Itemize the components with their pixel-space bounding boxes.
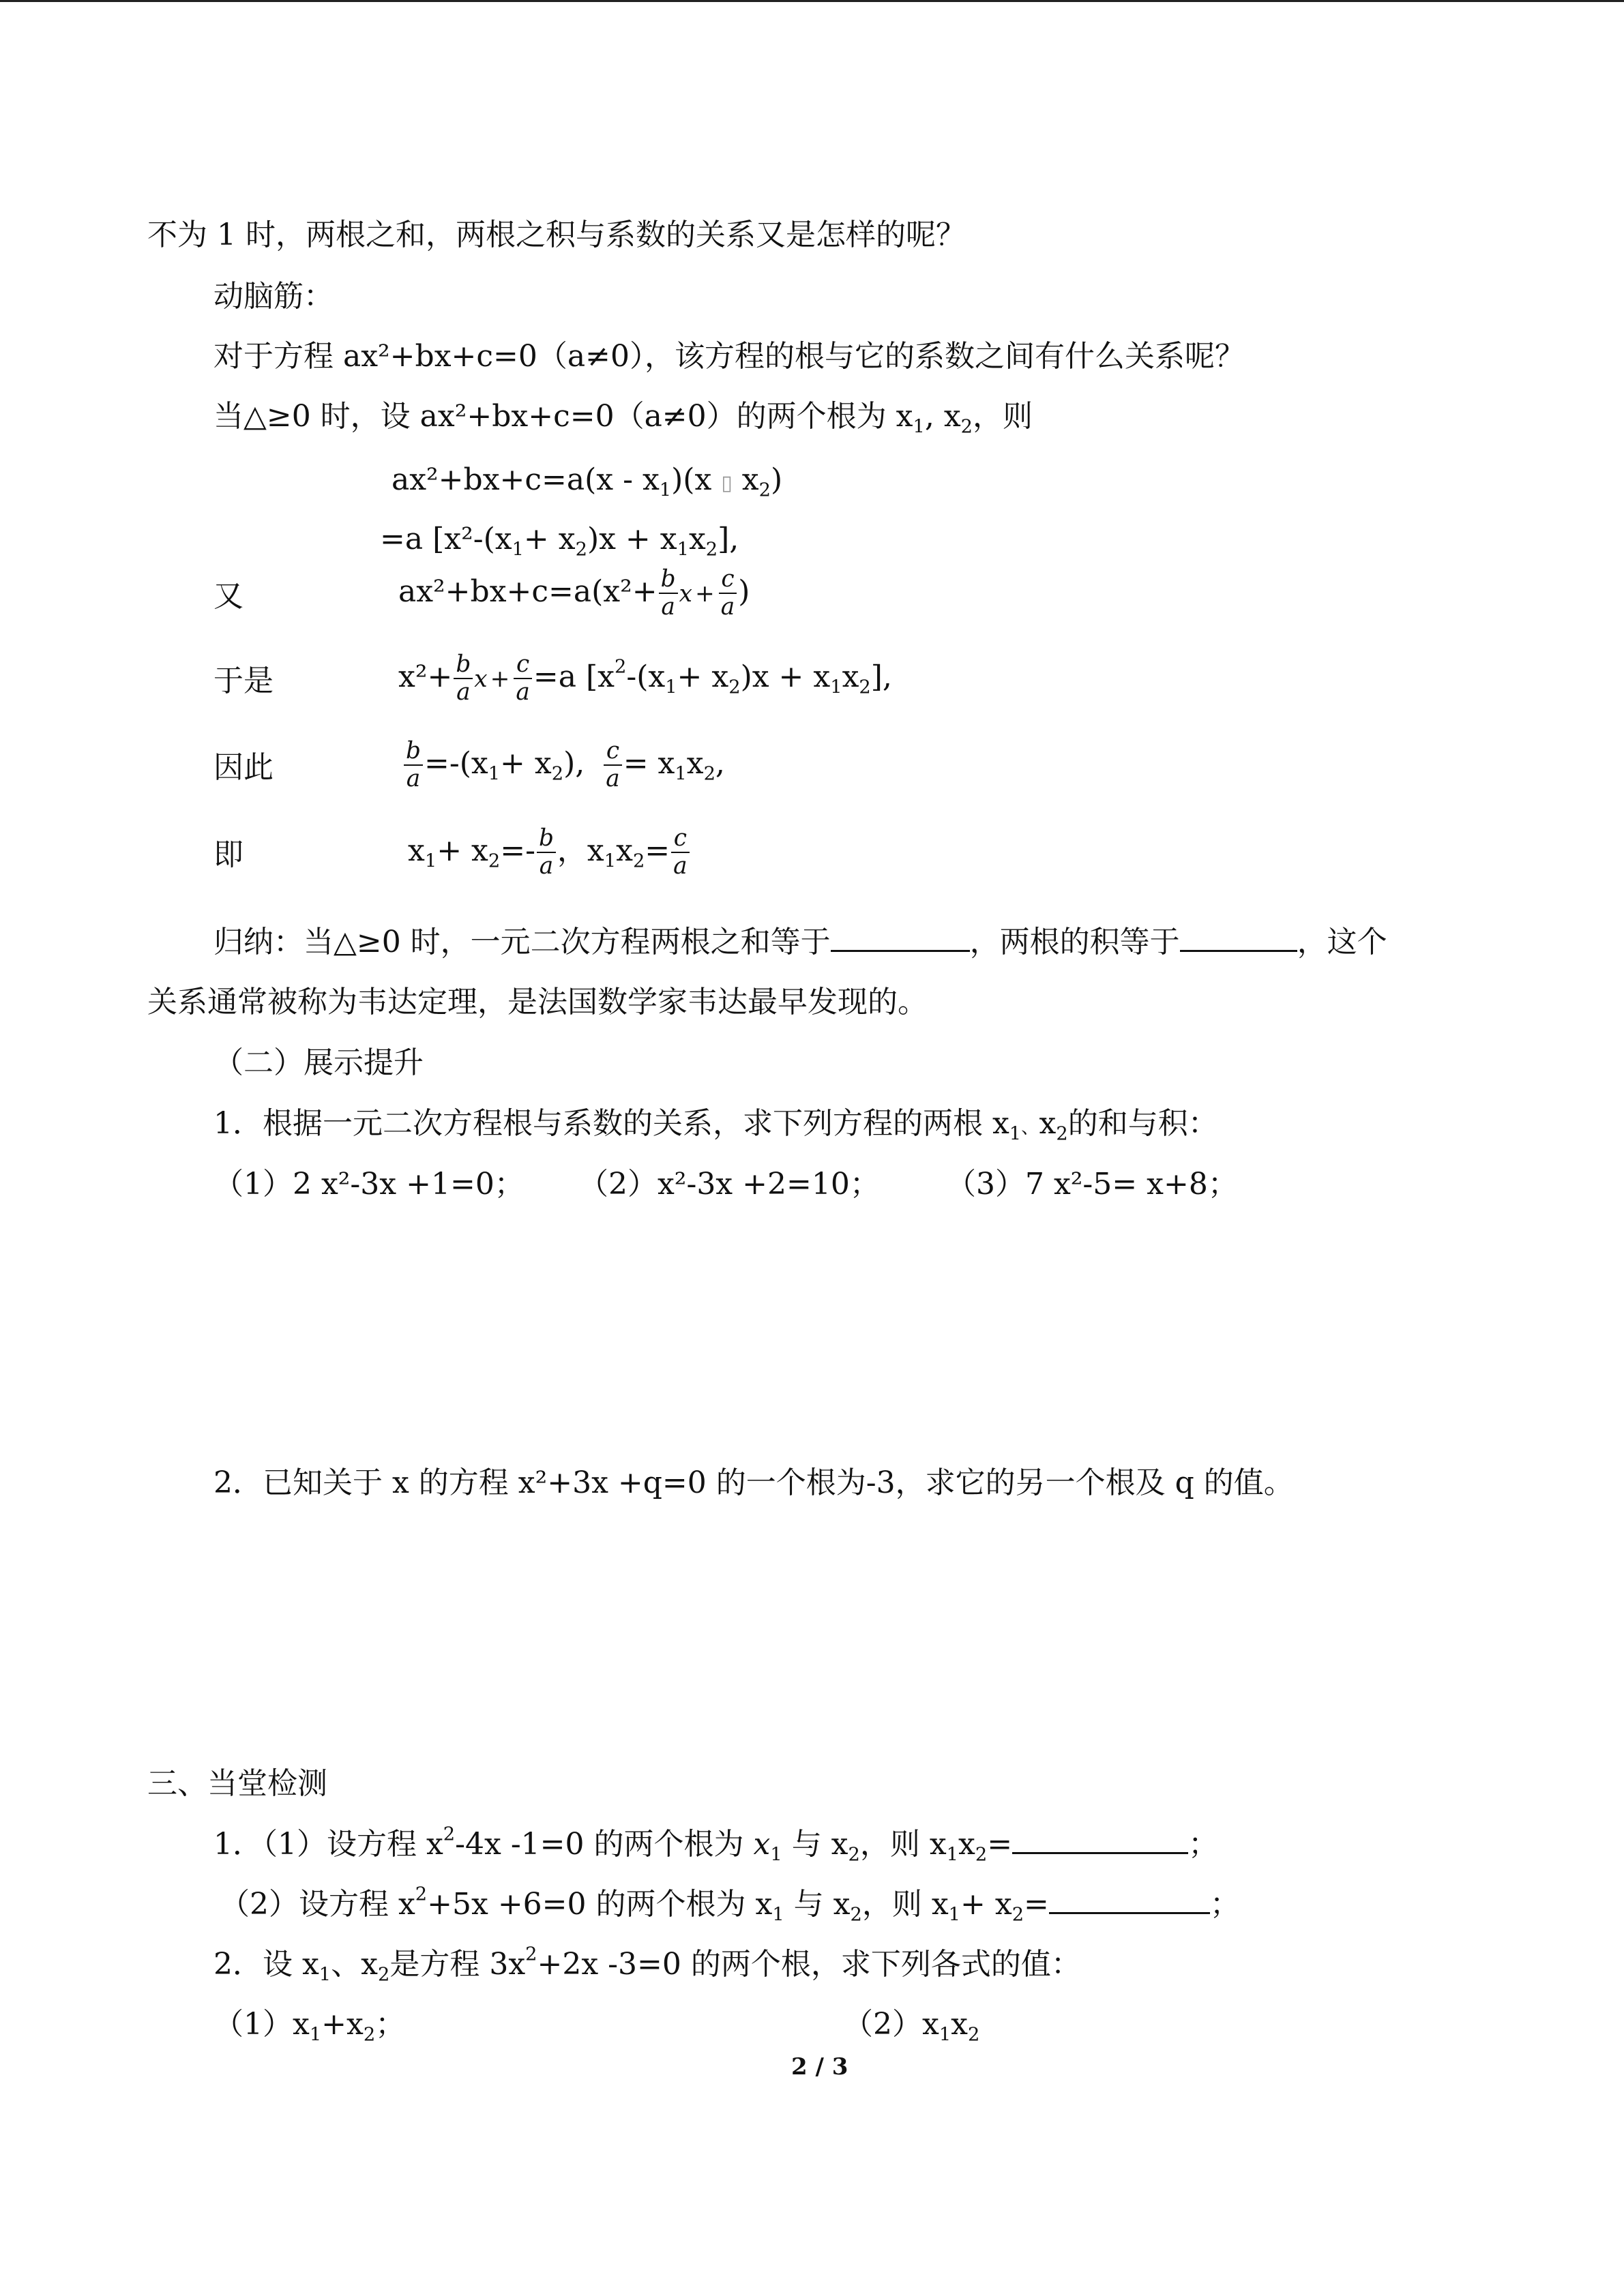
setup-then: ，则 [973,399,1033,434]
fraction-b-over-a [537,825,556,880]
page-top-border [0,0,1624,2]
sub-1: 1 [424,850,437,872]
sub-2: 2 [728,676,741,698]
numerator: c [719,566,737,594]
fraction-c-over-a [719,566,737,621]
plus: + [490,665,510,693]
text: ，则 x [861,1887,949,1922]
summary-line-2: 关系通常被称为韦达定理，是法国数学家韦达最早发现的。 [147,985,928,1019]
text: + x [437,833,488,868]
text: ，两根的积等于 [969,925,1180,959]
text: = [645,833,670,868]
derivation-line-4 [398,651,892,706]
plus: + [694,580,715,608]
text: x [732,462,759,497]
derivation-line-2 [380,522,739,561]
text: = x [623,745,675,781]
sup-2: 2 [614,656,627,678]
text: ，x [557,833,604,868]
sub-2: 2 [850,1904,862,1926]
check-2-part-1 [213,2007,406,2046]
sub-2: 2 [705,539,718,561]
text: )x + x [740,659,831,694]
text: + x [677,659,729,694]
sub-2: 2 [758,479,771,501]
problem-2: 2．已知关于 x 的方程 x²+3x +q=0 的一个根为-3，求它的另一个根及 q 的值。 [213,1465,1294,1500]
text: = [1024,1887,1049,1922]
blank-sum[interactable] [831,927,970,952]
sub-1: 1 [604,850,617,872]
text: )(x [671,462,722,497]
numerator: c [671,825,689,853]
fraction-c-over-a [514,651,531,706]
fraction-c-over-a [671,825,689,880]
text: -(x [626,659,666,694]
x-var: x [474,665,488,693]
sub-2: 2 [1012,1904,1024,1926]
text: +5x +6=0 的两个根为 x [427,1887,773,1922]
sub-1: 1 [675,763,687,785]
text: x [842,659,859,694]
text: )x + x [587,522,677,556]
text: ], [718,522,739,556]
text: 、x [331,1947,378,1982]
numerator: b [659,566,678,594]
sub-2: 2 [363,2024,376,2046]
text: + x [960,1887,1012,1922]
sub-1: 1 [309,2024,322,2046]
text: 归纳：当△≥0 时，一元二次方程两根之和等于 [213,925,831,959]
text: x [408,833,425,868]
sub-1: 1 [488,763,501,785]
numerator: c [514,651,531,679]
setup-text: 当△≥0 时，设 ax²+bx+c=0（a≠0）的两个根为 x [213,399,913,434]
text: ) [738,573,750,609]
text: ) [770,462,783,497]
problem-1-eq-3: （3）7 x²-5= x+8； [946,1167,1238,1202]
numerator: c [604,738,621,766]
fraction-c-over-a [604,738,621,793]
sub-2: 2 [488,850,501,872]
text: ], [870,659,892,694]
summary-line-1 [213,927,1387,957]
check-2 [213,1943,1081,1986]
text: =a [x [533,659,615,694]
derivation-line-1 [392,462,783,501]
label-yushi: 于是 [213,664,274,698]
sub-2: 2 [377,1964,390,1986]
sub-2: 2 [551,763,564,785]
text: x [951,2007,968,2042]
text: ； [375,2007,406,2042]
numerator: b [454,651,473,679]
text: 是方程 3x [389,1947,526,1982]
sub-2: 2 [968,2024,980,2046]
derivation-line-5 [402,738,725,793]
sub-1: 1 [913,416,925,438]
sup-2: 2 [415,1883,428,1905]
text: x [958,1827,975,1862]
numerator: b [404,738,423,766]
text: =a [x²-(x [380,522,512,556]
text: x [616,833,633,868]
text: ax²+bx+c=a(x - x [392,462,660,497]
text: +x [321,2007,364,2042]
blank-answer-1[interactable] [1012,1829,1188,1854]
sup-2: 2 [525,1943,537,1965]
text: ； [1209,1887,1240,1922]
blank-answer-2[interactable] [1049,1889,1210,1914]
sub-1: 1 [665,676,677,698]
fraction-b-over-a [659,566,678,621]
denominator: a [539,852,554,880]
sub-2: 2 [1056,1123,1068,1145]
sub-2: 2 [859,676,871,698]
text: =- [500,833,535,868]
sub-1: 1 [659,479,672,501]
sub-1: 1 [677,539,689,561]
page-number: 2 / 3 [791,2053,848,2081]
text: , [715,745,725,781]
sub-1: 1 [319,1964,331,1986]
sub-1: 1 [948,1904,961,1926]
denominator: a [720,593,735,621]
text: 与 x [782,1827,848,1862]
setup-line [213,399,1033,438]
text: ，则 x [859,1827,947,1862]
sub-2: 2 [632,850,645,872]
question-line: 对于方程 ax²+bx+c=0（a≠0），该方程的根与它的系数之间有什么关系呢？ [213,339,1245,374]
numerator: b [537,825,556,853]
sub-1: 1 [770,1844,782,1866]
label-yinci: 因此 [213,750,274,785]
problem-1-eq-1: （1）2 x²-3x +1=0； [213,1167,525,1202]
denominator: a [673,852,688,880]
derivation-line-6 [408,825,691,880]
sub-1: 1 [830,676,842,698]
sub-2: 2 [575,539,587,561]
text: （2）设方程 x [220,1887,415,1922]
text: （2）x [843,2007,939,2042]
text: 的和与积： [1067,1106,1218,1141]
text: ), [563,745,585,781]
think-label: 动脑筋： [213,279,334,314]
x-var: x [679,580,692,608]
text: -4x -1=0 的两个根为 [455,1827,754,1862]
sup-2: 2 [443,1823,456,1845]
sub-1: 1 [939,2024,951,2046]
denominator: a [406,765,421,793]
x-var: x [753,1827,771,1862]
denominator: a [606,765,620,793]
denominator: a [456,679,471,706]
fraction-b-over-a [404,738,423,793]
blank-product[interactable] [1180,927,1297,952]
text: +2x -3=0 的两个根，求下列各式的值： [537,1947,1081,1982]
sep: 、 [1021,1117,1039,1138]
derivation-line-3 [398,566,750,621]
setup-sep: , [924,399,944,434]
text: 2．设 x [213,1947,319,1982]
sub-2: 2 [848,1844,860,1866]
label-ji: 即 [213,837,243,872]
label-you: 又 [213,579,243,614]
check-1-line-2 [220,1883,1240,1926]
text: x [688,522,706,556]
check-1-line-1 [213,1823,1219,1866]
text: x²+ [398,659,453,694]
missing-glyph-icon: ▯ [721,471,733,495]
section-check: 三、当堂检测 [147,1766,327,1801]
text: = [987,1827,1013,1862]
denominator: a [516,679,530,706]
sub-2: 2 [703,763,715,785]
text: （1）x [213,2007,310,2042]
fraction-b-over-a [454,651,473,706]
sub-1: 1 [772,1904,784,1926]
sub-2: 2 [960,416,973,438]
sub-1: 1 [1009,1123,1022,1145]
text: ，这个 [1297,925,1387,959]
text: x [686,745,704,781]
text: 与 x [784,1887,851,1922]
problem-1-eq-2: （2）x²-3x +2=10； [578,1167,880,1202]
section-display: （二）展示提升 [213,1045,424,1080]
text: ； [1188,1827,1219,1862]
text: ax²+bx+c=a(x²+ [398,573,658,609]
problem-1 [213,1106,1218,1145]
denominator: a [661,593,675,621]
text: + x [523,522,576,556]
sub-2: 2 [975,1844,988,1866]
text: 1．根据一元二次方程根与系数的关系，求下列方程的两根 x [213,1106,1009,1141]
sub-1: 1 [512,539,524,561]
sub-1: 1 [946,1844,959,1866]
text: + x [500,745,552,781]
text: =-(x [424,745,488,781]
intro-line: 不为 1 时，两根之和，两根之积与系数的关系又是怎样的呢？ [147,218,966,252]
text: x [1039,1106,1057,1141]
text: 1．（1）设方程 x [213,1827,443,1862]
setup-x: x [943,399,961,434]
check-2-part-2 [843,2007,980,2046]
